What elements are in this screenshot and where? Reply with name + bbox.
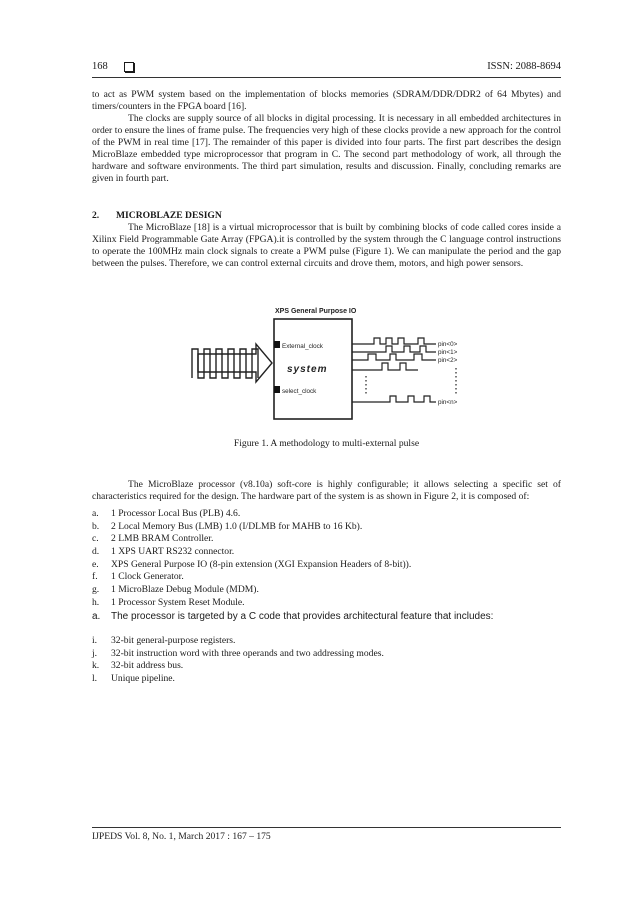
list-item bbox=[92, 521, 561, 534]
list-item bbox=[92, 508, 561, 521]
page-number: 168 bbox=[92, 61, 108, 72]
list-label: i. bbox=[92, 635, 98, 646]
components-list bbox=[92, 508, 561, 610]
list-text: 2 Local Memory Bus (LMB) 1.0 (I/DLMB for MAHB to 16 Kb). bbox=[111, 520, 363, 532]
list-item bbox=[92, 571, 561, 584]
pin-label-1: pin<1> bbox=[438, 349, 458, 356]
list-item bbox=[92, 546, 561, 559]
list-text: The processor is targeted by a C code that provides architectural feature that includes: bbox=[111, 611, 494, 622]
header-rule bbox=[92, 77, 561, 78]
external-clock-port-icon bbox=[274, 341, 280, 348]
section-heading bbox=[92, 210, 222, 221]
list-item bbox=[92, 648, 561, 661]
list-label: a. bbox=[92, 611, 101, 622]
system-label: system bbox=[287, 364, 328, 375]
paragraph-2: The clocks are supply source of all blocks in digital processing. It is necessary in all embedded architectures in order to ensure the lines of frame pulse. The frequencies very high of these clocks provide a new approach for the control of the PWM in real time [17]. The remainder of this paper is divided into four parts. The first part describes the design MicroBlaze embedded type microprocessor that program in C. The second part methodology of work, all through the hardware and software environments. The third part simulation, results and discussion. Finally, concluding remarks are given in fourth part. bbox=[92, 113, 561, 184]
list-label: c. bbox=[92, 533, 99, 545]
pin-label-n: pin<n> bbox=[438, 399, 458, 406]
list-item bbox=[92, 533, 561, 546]
list-text: 2 LMB BRAM Controller. bbox=[111, 533, 214, 545]
list-text: 32-bit address bus. bbox=[111, 660, 184, 672]
running-header bbox=[92, 61, 561, 75]
list-label: k. bbox=[92, 660, 100, 672]
output-line-0 bbox=[352, 338, 436, 344]
list-text: 1 XPS UART RS232 connector. bbox=[111, 546, 235, 558]
list-text: 32-bit general-purpose registers. bbox=[111, 635, 236, 646]
list-text: 1 Processor Local Bus (PLB) 4.6. bbox=[111, 508, 241, 519]
features-list bbox=[92, 635, 561, 686]
figure-1-diagram bbox=[190, 296, 480, 421]
paragraph-3: The MicroBlaze [18] is a virtual microprocessor that is built by combining blocks of code called cores inside a Xilinx Field Programmable Gate Array (FPGA).it is controlled by the system through the C language control instructions to operate the 100MHz main clock signals to create a PWM pulse (Figure 1). We can manipulate the period and the gap between the pulses. Therefore, we can control external circuits and drove them, motors, and high power sensors. bbox=[92, 222, 561, 269]
footer-rule bbox=[92, 827, 561, 828]
pin-label-2: pin<2> bbox=[438, 357, 458, 364]
select-clock-port-icon bbox=[274, 386, 280, 393]
list-text: 1 Processor System Reset Module. bbox=[111, 596, 245, 608]
list-text: 1 MicroBlaze Debug Module (MDM). bbox=[111, 584, 259, 596]
output-line-2 bbox=[352, 354, 436, 360]
section-title: MICROBLAZE DESIGN bbox=[116, 210, 222, 221]
list-item bbox=[92, 635, 561, 648]
paragraph-4: The MicroBlaze processor (v8.10a) soft-core is highly configurable; it allows selecting a specific set of characteristics required for the design. The hardware part of the system is as shown in Figure 2, it is composed of: bbox=[92, 479, 561, 502]
list-label: d. bbox=[92, 546, 100, 558]
external-clock-label: External_clock bbox=[282, 343, 323, 350]
issn: ISSN: 2088-8694 bbox=[487, 61, 561, 72]
list-label: f. bbox=[92, 571, 98, 583]
list-item bbox=[92, 584, 561, 597]
output-line-1 bbox=[352, 346, 436, 352]
list-text: Unique pipeline. bbox=[111, 673, 175, 685]
figure-caption: Figure 1. A methodology to multi-external pulse bbox=[233, 438, 420, 449]
list-item bbox=[92, 597, 561, 610]
list-label: b. bbox=[92, 520, 100, 532]
list-label: h. bbox=[92, 596, 100, 608]
list-text: 1 Clock Generator. bbox=[111, 571, 184, 583]
targeted-statement bbox=[92, 611, 493, 622]
list-label: l. bbox=[92, 673, 98, 685]
pin-label-0: pin<0> bbox=[438, 341, 458, 348]
list-label: e. bbox=[92, 558, 99, 570]
output-line-n bbox=[352, 396, 436, 402]
select-clock-label: select_clock bbox=[282, 388, 317, 395]
section-number: 2. bbox=[92, 210, 100, 221]
list-item bbox=[92, 559, 561, 572]
running-footer: IJPEDS Vol. 8, No. 1, March 2017 : 167 – 175 bbox=[92, 831, 271, 842]
output-line-3 bbox=[352, 363, 418, 370]
list-item bbox=[92, 660, 561, 673]
list-label: g. bbox=[92, 584, 100, 596]
input-arrow bbox=[198, 344, 272, 382]
list-label: j. bbox=[92, 647, 98, 659]
list-text: 32-bit instruction word with three operands and two addressing modes. bbox=[111, 647, 384, 659]
paragraph-1: to act as PWM system based on the implementation of blocks memories (SDRAM/DDR/DDR2 of 64 Mbytes) and timers/counters in the FPGA board [16]. bbox=[92, 89, 561, 112]
list-item bbox=[92, 673, 561, 686]
list-label: a. bbox=[92, 508, 99, 519]
list-text: XPS General Purpose IO (8-pin extension (XGI Expansion Headers of 8-bit)). bbox=[111, 558, 412, 570]
block-title: XPS General Purpose IO bbox=[275, 308, 357, 315]
checkbox-square-icon bbox=[124, 62, 134, 72]
